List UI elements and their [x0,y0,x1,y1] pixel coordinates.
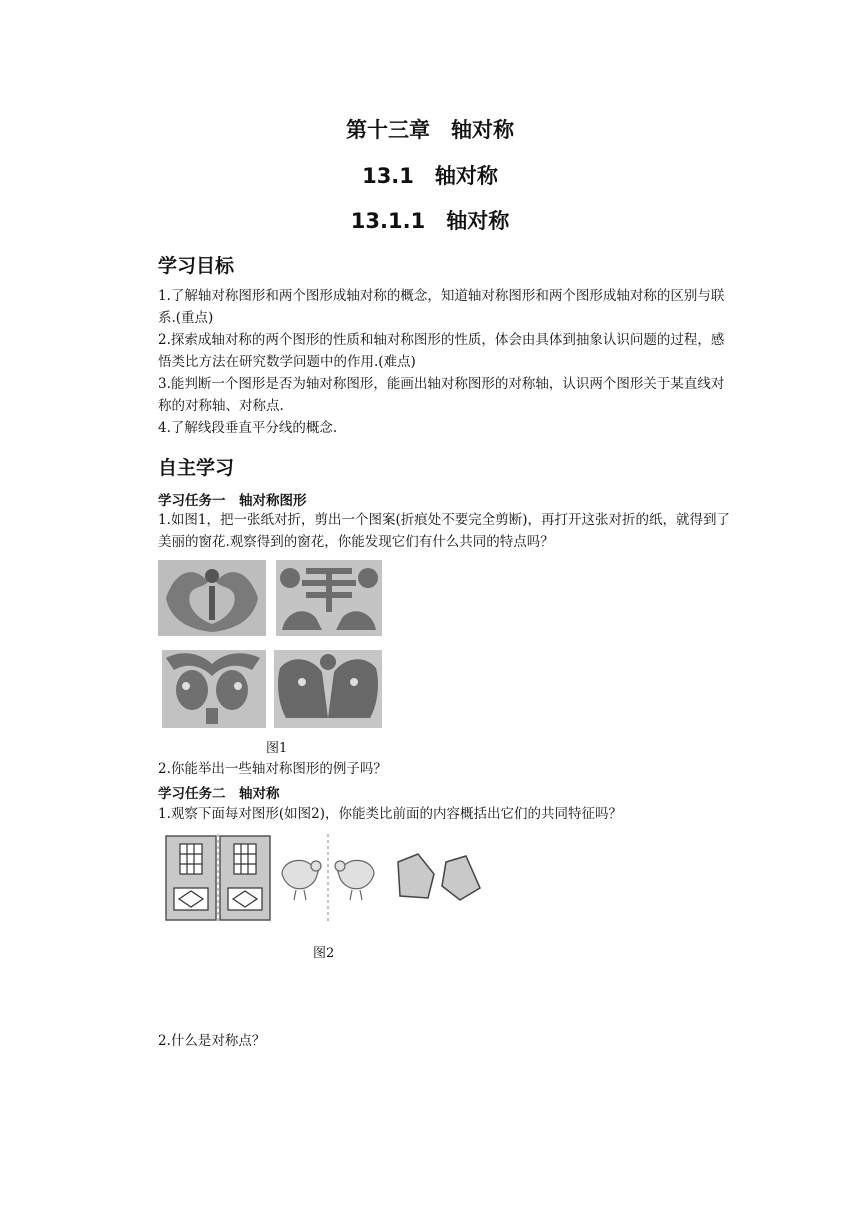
figure-2-caption: 图2 [313,946,335,961]
task1-question-2: 2.你能举出一些轴对称图形的例子吗？ [158,761,387,777]
task1-question-1: 1.如图1，把一张纸对折，剪出一个图案(折痕处不要完全剪断)，再打开这张对折的纸，就得到了美丽的窗花.观察得到的窗花，你能发现它们有什么共同的特点吗？ [158,512,731,550]
goal-item-2: 2.探索成轴对称的两个图形的性质和轴对称图形的性质，体会由具体到抽象认识问题的过程，感悟类比方法在研究数学问题中的作用.(难点) [158,332,725,370]
chapter-title: 第十三章 轴对称 [346,118,514,142]
goal-item-3: 3.能判断一个图形是否为轴对称图形，能画出轴对称图形的对称轴，认识两个图形关于某直线对称的对称轴、对称点. [158,376,725,414]
papercut-double-happiness [276,560,382,636]
self-study-heading: 自主学习 [158,457,235,479]
goals-heading: 学习目标 [158,255,235,277]
subsection-title: 13.1.1 轴对称 [350,209,510,233]
task1-title: 学习任务一 轴对称图形 [158,493,307,509]
papercut-birds [274,650,382,728]
mirrored-panels [166,834,270,924]
section-title: 13.1 轴对称 [362,164,498,188]
figure-1-papercuts [156,558,386,730]
papercut-dragons [158,560,266,636]
task2-question-1: 1.观察下面每对图形(如图2)，你能类比前面的内容概括出它们的共同特征吗？ [158,806,623,822]
goal-item-4: 4.了解线段垂直平分线的概念. [158,420,338,436]
figure-2-symmetric-pairs [160,834,490,924]
papercut-masks [162,650,266,728]
task2-question-2: 2.什么是对称点？ [158,1033,266,1049]
goal-item-1: 1.了解轴对称图形和两个图形成轴对称的概念，知道轴对称图形和两个图形成轴对称的区别与联系.(重点) [158,288,725,326]
mirrored-pentagons [398,854,480,900]
mirrored-hens [282,834,374,924]
task2-title: 学习任务二 轴对称 [158,786,280,802]
figure-1-caption: 图1 [266,741,288,756]
